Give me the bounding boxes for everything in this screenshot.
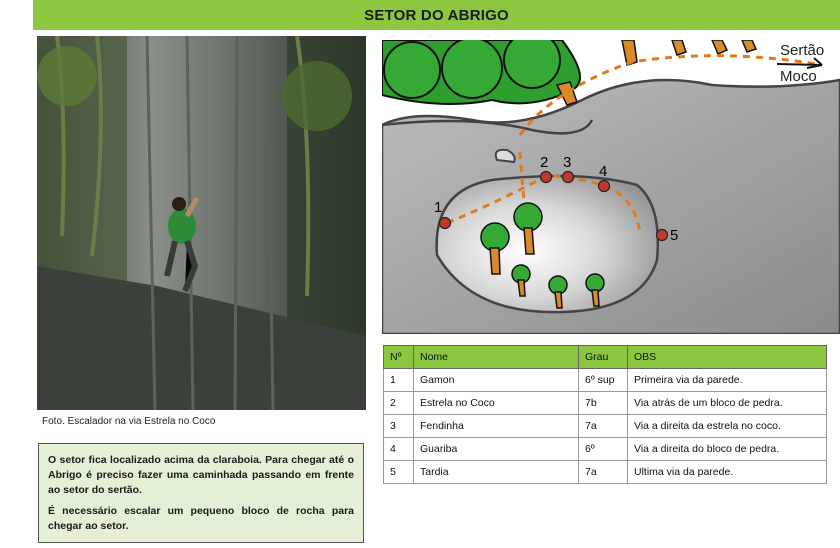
cell-obs: Via atrás de um bloco de pedra. [628,392,827,415]
map-label-sertao: Sertão [780,42,825,59]
table-row [384,438,827,461]
route-point-label: 3 [563,154,572,171]
cell-number: 2 [384,392,414,415]
cell-grade: 7a [579,461,628,484]
header-name: Nome [414,346,579,369]
header-number: Nº [384,346,414,369]
route-point-label: 4 [599,163,608,180]
description-paragraph-1: O setor fica localizado acima da claraboia. Para chegar até o Abrigo é preciso fazer uma caminhada passando em frente ao setor do sertão. [48,454,354,496]
description-box [38,443,364,543]
climber-photo [37,36,366,410]
cell-number: 1 [384,369,414,392]
cell-name: Fendinha [414,415,579,438]
cell-grade: 6º [579,438,628,461]
photo-caption: Foto. Escalador na via Estrela no Coco [42,416,216,427]
cell-number: 4 [384,438,414,461]
cell-grade: 7a [579,415,628,438]
table-row [384,369,827,392]
cell-grade: 7b [579,392,628,415]
page-title: SETOR DO ABRIGO [364,6,509,24]
table-row [384,461,827,484]
route-point-label: 2 [540,154,549,171]
climber-photo-illustration [37,36,366,410]
table-header-row [384,346,827,369]
sector-map [382,40,840,334]
table-row [384,415,827,438]
route-point-label: 5 [670,227,679,244]
cell-name: Gamon [414,369,579,392]
cell-obs: Via a direita da estrela no coco. [628,415,827,438]
cell-obs: Ultima via da parede. [628,461,827,484]
title-bar [33,0,840,30]
cell-grade: 6º sup [579,369,628,392]
cell-name: Tardia [414,461,579,484]
table-row [384,392,827,415]
cell-number: 3 [384,415,414,438]
sector-map-drawing [382,40,840,334]
cell-obs: Primeira via da parede. [628,369,827,392]
cell-name: Estrela no Coco [414,392,579,415]
header-obs: OBS [628,346,827,369]
header-grade: Grau [579,346,628,369]
cell-name: Guariba [414,438,579,461]
cell-number: 5 [384,461,414,484]
route-point-label: 1 [434,199,443,216]
routes-table [383,345,827,484]
cell-obs: Via a direita do bloco de pedra. [628,438,827,461]
map-label-moco: Moco [780,68,817,85]
description-paragraph-2: É necessário escalar um pequeno bloco de rocha para chegar ao setor. [48,505,354,532]
